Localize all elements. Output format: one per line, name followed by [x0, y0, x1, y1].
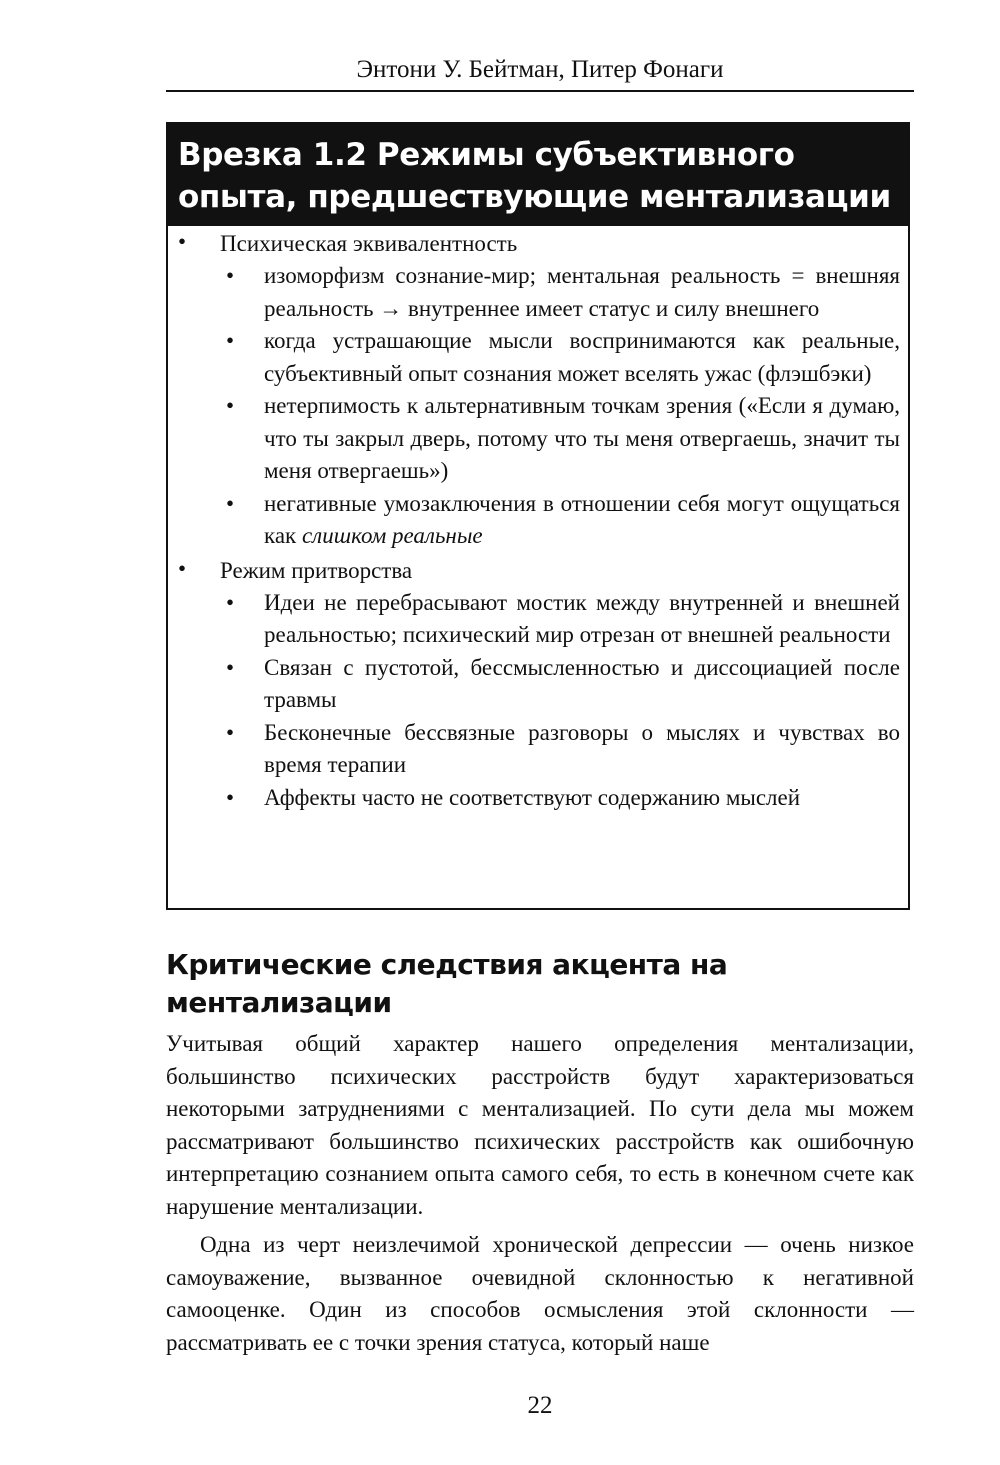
- bullet-icon: •: [226, 589, 235, 615]
- running-head: Энтони У. Бейтман, Питер Фонаги: [356, 56, 724, 83]
- section-heading-line: Критические следствия акцента на: [166, 948, 728, 981]
- bullet-icon: •: [178, 555, 187, 581]
- list-subitem: [168, 325, 908, 390]
- list-subitem: [168, 782, 908, 815]
- bullet-icon: •: [226, 654, 235, 680]
- bullet-icon: •: [226, 393, 235, 418]
- box-title: Врезка 1.2 Режимы субъективного опыта, предшествующие ментализации: [168, 124, 908, 226]
- paragraph: Учитывая общий характер нашего определения ментализации, большинство психических расстройств будут характеризоваться некоторыми затруднениями с ментализацией. По сути дела мы можем рассматривают большинство психических расстройств как ошибочную интерпретацию сознанием опыта самого себя, то есть в конечном счете как нарушение ментализации.: [166, 1031, 914, 1219]
- bullet-icon: •: [226, 328, 235, 353]
- bullet-icon: •: [226, 719, 235, 745]
- list-subitem-text: когда устрашающие мысли воспринимаются как реальные, субъективный опыт сознания может вселять ужас (флэшбэки): [264, 328, 900, 386]
- list-subitem: [168, 652, 908, 717]
- list-item: [168, 226, 908, 260]
- list-subitem: [168, 587, 908, 652]
- emphasis-text: слишком реальные: [301, 523, 483, 548]
- body-text: [166, 1028, 914, 1365]
- list-item: [168, 553, 908, 587]
- list-subitem: [168, 390, 908, 488]
- list-subitem-text: изоморфизм сознание-мир; ментальная реальность = внешняя реальность → внутреннее имеет статус и силу внешнего: [264, 263, 900, 321]
- list-subitem-text: нетерпимость к альтернативным точкам зрения («Если я думаю, что ты закрыл дверь, потому что ты меня отвергаешь, значит ты меня отвергаешь»): [264, 393, 900, 483]
- list-subitem-text: Бесконечные бессвязные разговоры о мыслях и чувствах во время терапии: [264, 719, 900, 777]
- box-list: [168, 226, 908, 814]
- section-heading-line: ментализации: [166, 986, 392, 1019]
- list-subitem: [168, 717, 908, 782]
- section-heading: [166, 946, 914, 1022]
- bullet-icon: •: [226, 784, 235, 810]
- page-number: 22: [527, 1392, 553, 1419]
- list-subitem-text: негативные умозаключения в отношении себя могут ощущаться как: [264, 490, 900, 548]
- list-subitem: [168, 260, 908, 325]
- paragraph: Одна из черт неизлечимой хронической депрессии — очень низкое самоуважение, вызванное очевидной склонностью к негативной самооценке. Один из способов осмысления этой склонности — рассматривать ее с точки зрения статуса, который наше: [166, 1232, 914, 1355]
- bullet-icon: •: [226, 263, 235, 288]
- list-subitem-text: Связан с пустотой, бессмысленностью и диссоциацией после травмы: [264, 654, 900, 712]
- header-rule: [166, 90, 914, 92]
- list-subitem-text: Идеи не перебрасывают мостик между внутренней и внешней реальностью; психический мир отрезан от внешней реальности: [264, 589, 900, 647]
- bullet-icon: •: [178, 229, 187, 254]
- list-subitem: [168, 488, 908, 553]
- list-item-label: Психическая эквивалентность: [220, 231, 518, 256]
- list-subitem-text: Аффекты часто не соответствуют содержанию мыслей: [264, 784, 801, 810]
- list-item-label: Режим притворства: [220, 557, 413, 583]
- sidebar-box: [166, 122, 910, 910]
- bullet-icon: •: [226, 490, 235, 516]
